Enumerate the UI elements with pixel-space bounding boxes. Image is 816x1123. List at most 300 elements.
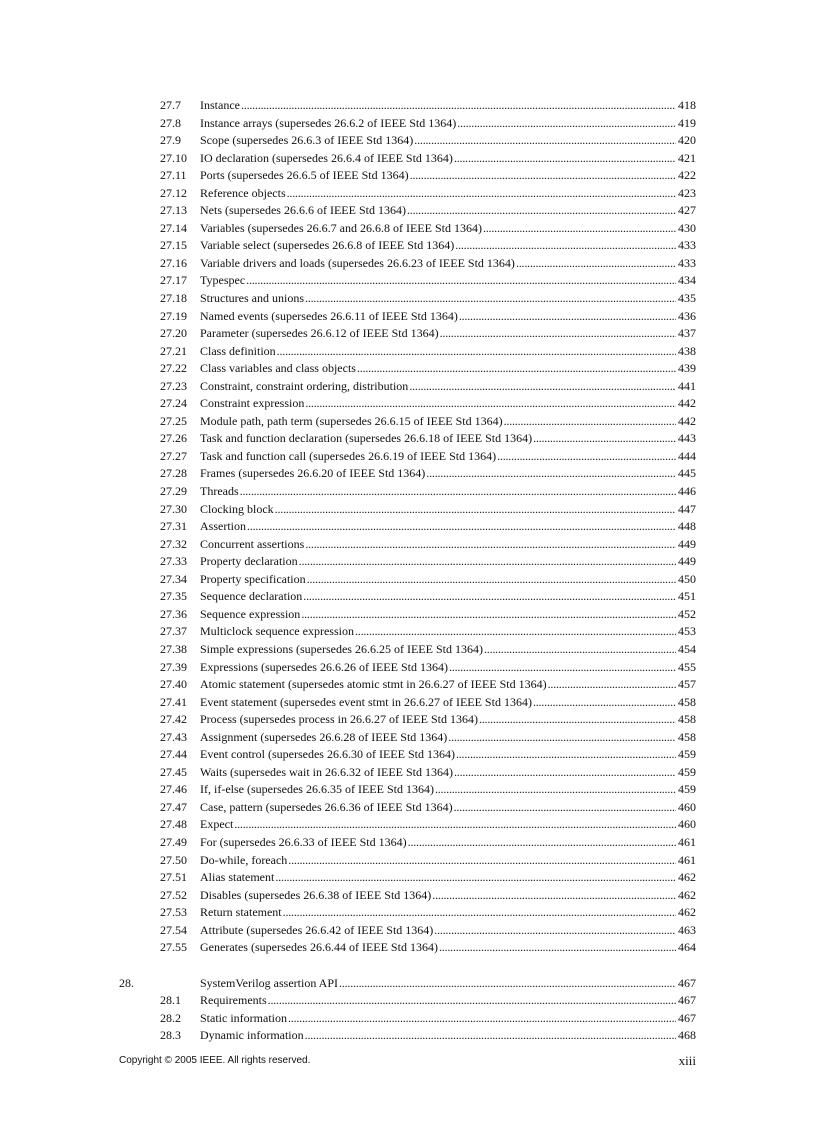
dot-leader [287, 185, 676, 203]
toc-row[interactable] [0, 290, 816, 308]
page-number: 437 [678, 326, 696, 341]
section-number: 27.25 [160, 413, 187, 428]
toc-entry [200, 659, 696, 677]
toc-row[interactable] [0, 255, 816, 273]
toc-row[interactable] [0, 641, 816, 659]
section-number: 27.34 [160, 571, 187, 586]
page-number: 458 [678, 694, 696, 709]
dot-leader [426, 465, 676, 483]
toc-entry [200, 764, 696, 782]
toc-row[interactable] [0, 781, 816, 799]
toc-row[interactable] [0, 694, 816, 712]
dot-leader [246, 272, 676, 290]
dot-leader [456, 746, 676, 764]
toc-entry [200, 518, 696, 536]
section-title: Parameter (supersedes 26.6.12 of IEEE Std 1364) [200, 326, 439, 341]
section-number: 27.17 [160, 273, 187, 288]
dot-leader [439, 939, 676, 957]
toc-entry [200, 729, 696, 747]
dot-leader [410, 167, 676, 185]
page-number: 444 [678, 448, 696, 463]
section-title: Property declaration [200, 554, 298, 569]
section-title: Dynamic information [200, 1028, 304, 1043]
page-number: 459 [678, 764, 696, 779]
toc-row[interactable] [0, 816, 816, 834]
toc-entry [200, 606, 696, 624]
section-number: 27.49 [160, 834, 187, 849]
section-title: Static information [200, 1010, 287, 1025]
page-number: 459 [678, 782, 696, 797]
toc-entry [200, 220, 696, 238]
toc-row[interactable] [0, 395, 816, 413]
chapter-page-number: 467 [678, 975, 696, 990]
section-number: 27.26 [160, 431, 187, 446]
section-title: Property specification [200, 571, 306, 586]
section-number: 27.54 [160, 922, 187, 937]
toc-entry [200, 97, 696, 115]
toc-row[interactable] [0, 799, 816, 817]
section-number: 27.12 [160, 185, 187, 200]
toc-entry [200, 167, 696, 185]
toc-row[interactable] [0, 202, 816, 220]
section-number: 27.20 [160, 326, 187, 341]
toc-row[interactable] [0, 518, 816, 536]
dot-leader [483, 220, 676, 238]
toc-row[interactable] [0, 676, 816, 694]
page-number: 462 [678, 905, 696, 920]
toc-entry [200, 483, 696, 501]
page-number: 423 [678, 185, 696, 200]
page-number: 455 [678, 659, 696, 674]
toc-entry [200, 746, 696, 764]
section-number: 27.48 [160, 817, 187, 832]
section-number: 27.43 [160, 729, 187, 744]
section-title: Structures and unions [200, 291, 304, 306]
dot-leader [277, 343, 676, 361]
section-number: 27.45 [160, 764, 187, 779]
toc-entry [200, 115, 696, 133]
dot-leader [533, 694, 676, 712]
toc-row[interactable] [0, 711, 816, 729]
toc-row[interactable] [0, 430, 816, 448]
toc-entry [200, 834, 696, 852]
page-number: 461 [678, 852, 696, 867]
dot-leader [268, 992, 676, 1010]
toc-entry [200, 922, 696, 940]
toc-row[interactable] [0, 167, 816, 185]
toc-entry [200, 378, 696, 396]
toc-entry [200, 536, 696, 554]
page-number: 467 [678, 1010, 696, 1025]
dot-leader [339, 975, 676, 993]
section-title: Sequence expression [200, 606, 301, 621]
toc-row[interactable] [0, 729, 816, 747]
section-number: 27.8 [160, 115, 181, 130]
section-number: 27.33 [160, 554, 187, 569]
section-title: Typespec [200, 273, 246, 288]
section-title: Assignment (supersedes 26.6.28 of IEEE Std 1364) [200, 729, 448, 744]
dot-leader [533, 430, 676, 448]
toc-entry [200, 465, 696, 483]
section-number: 27.36 [160, 606, 187, 621]
dot-leader [414, 132, 676, 150]
toc-row[interactable] [0, 413, 816, 431]
section-title: Threads [200, 484, 239, 499]
page-number: 420 [678, 133, 696, 148]
chapter-gap [0, 957, 816, 975]
section-number: 27.18 [160, 291, 187, 306]
toc-entry [200, 939, 696, 957]
section-number: 27.50 [160, 852, 187, 867]
section-title: Task and function declaration (supersedes 26.6.18 of IEEE Std 1364) [200, 431, 533, 446]
toc-entry [200, 553, 696, 571]
section-number: 27.44 [160, 747, 187, 762]
dot-leader [435, 781, 676, 799]
section-title: Alias statement [200, 870, 275, 885]
dot-leader [305, 536, 676, 554]
section-number: 27.10 [160, 150, 187, 165]
section-title: Nets (supersedes 26.6.6 of IEEE Std 1364) [200, 203, 406, 218]
section-number: 27.23 [160, 378, 187, 393]
section-title: Multiclock sequence expression [200, 624, 354, 639]
page-number: 430 [678, 220, 696, 235]
section-number: 28.1 [160, 993, 181, 1008]
section-title: If, if-else (supersedes 26.6.35 of IEEE Std 1364) [200, 782, 434, 797]
dot-leader [409, 378, 676, 396]
page-number: 446 [678, 484, 696, 499]
section-title: Variable drivers and loads (supersedes 26.6.23 of IEEE Std 1364) [200, 255, 515, 270]
section-number: 27.30 [160, 501, 187, 516]
toc-entry [200, 887, 696, 905]
toc-entry [200, 343, 696, 361]
toc-row[interactable] [0, 378, 816, 396]
section-title: Class variables and class objects [200, 361, 356, 376]
toc-entry [200, 904, 696, 922]
chapter-title: SystemVerilog assertion API [200, 975, 338, 990]
page-number: 438 [678, 343, 696, 358]
toc-row[interactable] [0, 185, 816, 203]
chapter-27-section-list [0, 97, 816, 957]
toc-entry [200, 799, 696, 817]
dot-leader [408, 834, 676, 852]
toc-entry [200, 413, 696, 431]
toc-row[interactable] [0, 1010, 816, 1028]
page-number: 458 [678, 712, 696, 727]
section-title: Disables (supersedes 26.6.38 of IEEE Std 1364) [200, 887, 432, 902]
footer-copyright: Copyright © 2005 IEEE. All rights reserved. [119, 1055, 311, 1066]
section-title: Expressions (supersedes 26.6.26 of IEEE Std 1364) [200, 659, 448, 674]
toc-row[interactable] [0, 272, 816, 290]
page-number: 422 [678, 168, 696, 183]
toc-entry [200, 448, 696, 466]
chapter-number: 28. [119, 975, 134, 990]
toc-row[interactable] [0, 922, 816, 940]
dot-leader [459, 308, 676, 326]
toc-row[interactable] [0, 852, 816, 870]
section-number: 27.14 [160, 220, 187, 235]
section-number: 27.53 [160, 905, 187, 920]
page-number: 418 [678, 98, 696, 112]
dot-leader [440, 325, 676, 343]
page-number: 427 [678, 203, 696, 218]
toc-entry [200, 132, 696, 150]
toc-row[interactable] [0, 606, 816, 624]
toc-row[interactable] [0, 325, 816, 343]
section-title: Ports (supersedes 26.6.5 of IEEE Std 1364) [200, 168, 409, 183]
toc-entry [200, 975, 696, 993]
section-title: Named events (supersedes 26.6.11 of IEEE Std 1364) [200, 308, 458, 323]
toc-row[interactable] [0, 150, 816, 168]
dot-leader [497, 448, 676, 466]
toc-entry [200, 588, 696, 606]
toc-row[interactable] [0, 501, 816, 519]
section-number: 27.31 [160, 519, 187, 534]
page-number: 447 [678, 501, 696, 516]
section-number: 28.3 [160, 1028, 181, 1043]
section-title: Simple expressions (supersedes 26.6.25 of IEEE Std 1364) [200, 641, 483, 656]
page-number: 436 [678, 308, 696, 323]
section-number: 27.24 [160, 396, 187, 411]
dot-leader [407, 202, 676, 220]
page-number: 460 [678, 817, 696, 832]
section-title: Module path, path term (supersedes 26.6.15 of IEEE Std 1364) [200, 413, 503, 428]
dot-leader [454, 764, 676, 782]
section-number: 27.22 [160, 361, 187, 376]
table-of-contents [0, 97, 816, 1045]
toc-entry [200, 676, 696, 694]
dot-leader [479, 711, 676, 729]
toc-row[interactable] [0, 869, 816, 887]
section-number: 27.29 [160, 484, 187, 499]
page-number: 433 [678, 238, 696, 253]
toc-entry [200, 641, 696, 659]
toc-entry [200, 202, 696, 220]
toc-row[interactable] [0, 465, 816, 483]
page-number: 442 [678, 413, 696, 428]
section-title: Expect [200, 817, 234, 832]
section-number: 27.41 [160, 694, 187, 709]
toc-entry [200, 430, 696, 448]
toc-row[interactable] [0, 904, 816, 922]
dot-leader [457, 115, 676, 133]
toc-row[interactable] [0, 992, 816, 1010]
toc-row[interactable] [0, 834, 816, 852]
toc-entry [200, 501, 696, 519]
section-title: Task and function call (supersedes 26.6.19 of IEEE Std 1364) [200, 448, 497, 463]
toc-row[interactable] [0, 764, 816, 782]
toc-entry [200, 325, 696, 343]
dot-leader [504, 413, 676, 431]
page-number: 451 [678, 589, 696, 604]
dot-leader [307, 571, 676, 589]
section-number: 27.32 [160, 536, 187, 551]
section-number: 27.16 [160, 255, 187, 270]
section-title: Concurrent assertions [200, 536, 305, 551]
section-number: 28.2 [160, 1010, 181, 1025]
chapter-28-heading[interactable] [0, 975, 816, 993]
page-number: 450 [678, 571, 696, 586]
toc-row[interactable] [0, 132, 816, 150]
toc-row[interactable] [0, 115, 816, 133]
page-number: 463 [678, 922, 696, 937]
page-number: 448 [678, 519, 696, 534]
toc-row[interactable] [0, 588, 816, 606]
toc-row[interactable] [0, 343, 816, 361]
section-title: Instance [200, 98, 240, 112]
dot-leader [288, 1010, 676, 1028]
section-title: Constraint, constraint ordering, distribution [200, 378, 409, 393]
toc-entry [200, 816, 696, 834]
section-title: Variables (supersedes 26.6.7 and 26.6.8 of IEEE Std 1364) [200, 220, 482, 235]
dot-leader [454, 799, 676, 817]
toc-row[interactable] [0, 1027, 816, 1045]
section-number: 27.35 [160, 589, 187, 604]
section-title: For (supersedes 26.6.33 of IEEE Std 1364) [200, 834, 407, 849]
dot-leader [432, 887, 676, 905]
section-number: 27.42 [160, 712, 187, 727]
toc-entry [200, 781, 696, 799]
dot-leader [299, 553, 676, 571]
page-number: 461 [678, 834, 696, 849]
toc-row[interactable] [0, 308, 816, 326]
page-number: 462 [678, 870, 696, 885]
page-number: 441 [678, 378, 696, 393]
page-number: 452 [678, 606, 696, 621]
dot-leader [305, 290, 676, 308]
dot-leader [357, 360, 676, 378]
toc-entry [200, 185, 696, 203]
toc-row[interactable] [0, 97, 816, 115]
page-number: 419 [678, 115, 696, 130]
page-number: 443 [678, 431, 696, 446]
page-number: 467 [678, 993, 696, 1008]
toc-entry [200, 272, 696, 290]
toc-row[interactable] [0, 237, 816, 255]
section-title: Variable select (supersedes 26.6.8 of IEEE Std 1364) [200, 238, 455, 253]
page-number: 459 [678, 747, 696, 762]
toc-entry [200, 150, 696, 168]
section-title: Waits (supersedes wait in 26.6.32 of IEEE Std 1364) [200, 764, 453, 779]
toc-entry [200, 1010, 696, 1028]
section-title: Event statement (supersedes event stmt in 26.6.27 of IEEE Std 1364) [200, 694, 532, 709]
toc-entry [200, 852, 696, 870]
dot-leader [548, 676, 676, 694]
section-title: Frames (supersedes 26.6.20 of IEEE Std 1364) [200, 466, 426, 481]
toc-entry [200, 308, 696, 326]
page-number: 454 [678, 641, 696, 656]
dot-leader [355, 623, 676, 641]
toc-row[interactable] [0, 939, 816, 957]
page-number: 433 [678, 255, 696, 270]
section-title: Scope (supersedes 26.6.3 of IEEE Std 1364) [200, 133, 414, 148]
section-title: Assertion [200, 519, 246, 534]
dot-leader [455, 237, 676, 255]
section-title: Constraint expression [200, 396, 305, 411]
section-title: Attribute (supersedes 26.6.42 of IEEE Std 1364) [200, 922, 434, 937]
toc-row[interactable] [0, 448, 816, 466]
page-number: 434 [678, 273, 696, 288]
section-title: Sequence declaration [200, 589, 303, 604]
dot-leader [516, 255, 676, 273]
section-title: Class definition [200, 343, 276, 358]
section-number: 27.27 [160, 448, 187, 463]
toc-row[interactable] [0, 220, 816, 238]
toc-row[interactable] [0, 571, 816, 589]
section-title: Case, pattern (supersedes 26.6.36 of IEEE Std 1364) [200, 799, 453, 814]
section-title: Atomic statement (supersedes atomic stmt in 26.6.27 of IEEE Std 1364) [200, 677, 547, 692]
section-number: 27.11 [160, 168, 187, 183]
section-number: 27.15 [160, 238, 187, 253]
dot-leader [301, 606, 676, 624]
dot-leader [434, 922, 676, 940]
section-number: 27.21 [160, 343, 187, 358]
section-title: Reference objects [200, 185, 286, 200]
toc-entry [200, 869, 696, 887]
page-number: 442 [678, 396, 696, 411]
section-number: 27.55 [160, 940, 187, 955]
dot-leader [305, 395, 676, 413]
page-number: 468 [678, 1028, 696, 1043]
section-title: Requirements [200, 993, 267, 1008]
section-number: 27.37 [160, 624, 187, 639]
section-number: 27.39 [160, 659, 187, 674]
dot-leader [484, 641, 676, 659]
section-title: Process (supersedes process in 26.6.27 of IEEE Std 1364) [200, 712, 478, 727]
section-number: 27.19 [160, 308, 187, 323]
dot-leader [305, 1027, 676, 1045]
section-title: Clocking block [200, 501, 274, 516]
dot-leader [275, 869, 676, 887]
page-number: 439 [678, 361, 696, 376]
page-number: 421 [678, 150, 696, 165]
toc-row[interactable] [0, 623, 816, 641]
dot-leader [247, 518, 676, 536]
toc-row[interactable] [0, 746, 816, 764]
dot-leader [448, 729, 676, 747]
section-number: 27.7 [160, 98, 181, 112]
dot-leader [241, 97, 676, 115]
toc-entry [200, 237, 696, 255]
page-number: 435 [678, 291, 696, 306]
section-number: 27.51 [160, 870, 187, 885]
section-title: Event control (supersedes 26.6.30 of IEEE Std 1364) [200, 747, 455, 762]
toc-row[interactable] [0, 483, 816, 501]
dot-leader [234, 816, 676, 834]
page-number: 449 [678, 536, 696, 551]
section-number: 27.28 [160, 466, 187, 481]
page-number: 449 [678, 554, 696, 569]
toc-entry [200, 395, 696, 413]
section-number: 27.47 [160, 799, 187, 814]
toc-row[interactable] [0, 536, 816, 554]
page-number: 460 [678, 799, 696, 814]
toc-row[interactable] [0, 887, 816, 905]
dot-leader [283, 904, 676, 922]
toc-row[interactable] [0, 360, 816, 378]
section-title: Do-while, foreach [200, 852, 288, 867]
toc-entry [200, 992, 696, 1010]
section-number: 27.13 [160, 203, 187, 218]
toc-row[interactable] [0, 553, 816, 571]
page-number: 462 [678, 887, 696, 902]
section-number: 27.40 [160, 677, 187, 692]
toc-entry [200, 1027, 696, 1045]
toc-entry [200, 571, 696, 589]
page-number: 458 [678, 729, 696, 744]
section-number: 27.9 [160, 133, 181, 148]
page-number: 457 [678, 677, 696, 692]
toc-row[interactable] [0, 659, 816, 677]
